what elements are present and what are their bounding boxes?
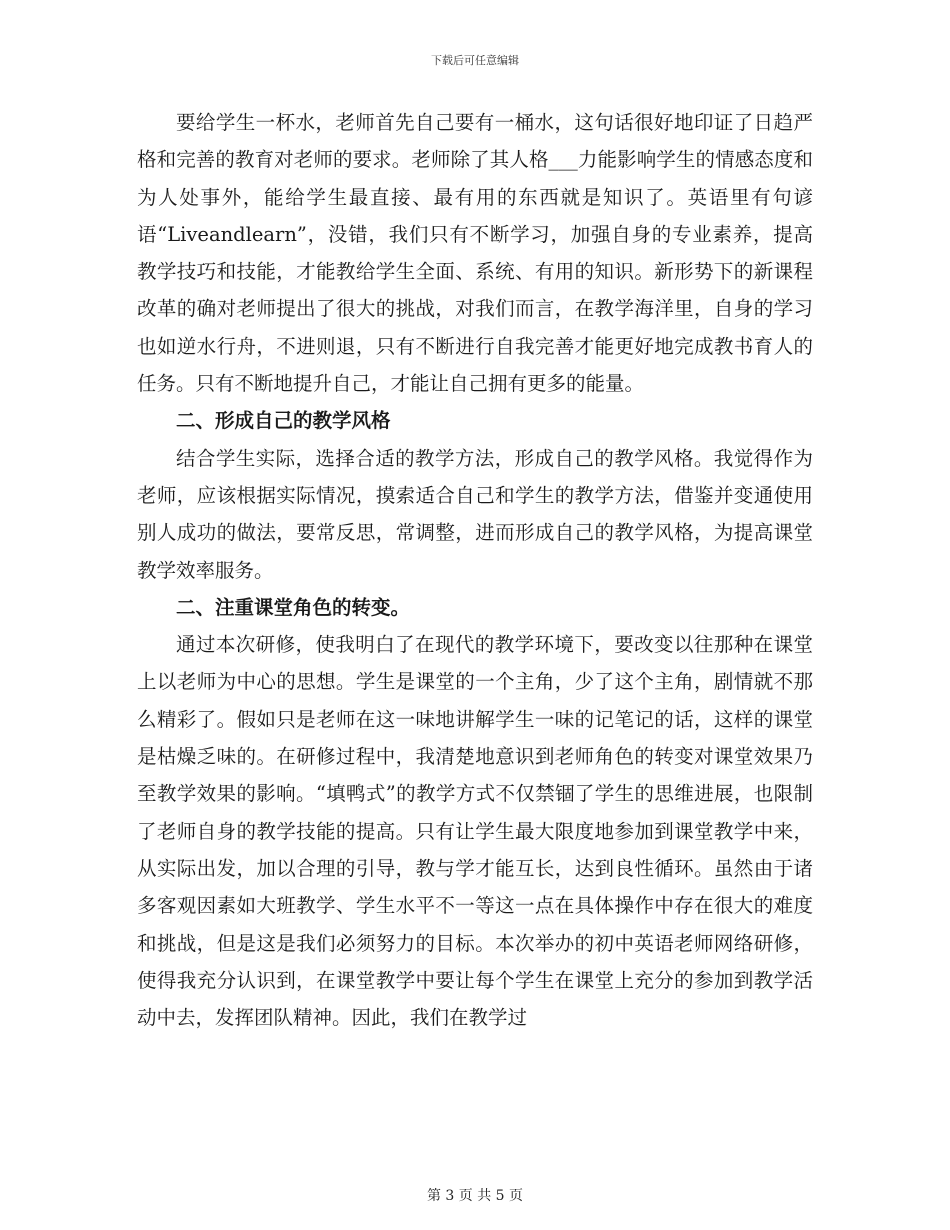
paragraph-teaching-style: 结合学生实际，选择合适的教学方法，形成自己的教学风格。我觉得作为老师，应该根据实际情况，摸索适合自己和学生的教学方法，借鉴并变通使用别人成功的做法，要常反思，常调整，进而形成自己的教学风格，为提高课堂教学效率服务。 xyxy=(137,446,813,582)
document-body xyxy=(137,104,813,1036)
page-number-footer: 第 3 页 共 5 页 xyxy=(426,1188,524,1204)
section-heading-role-change: 二、注重课堂角色的转变。 xyxy=(176,595,411,619)
page-header-note: 下载后可任意编辑 xyxy=(431,54,519,67)
section-heading-teaching-style: 二、形成自己的教学风格 xyxy=(176,409,391,433)
paragraph-role-change: 通过本次研修，使我明白了在现代的教学环境下，要改变以往那种在课堂上以老师为中心的思想。学生是课堂的一个主角，少了这个主角，剧情就不那么精彩了。假如只是老师在这一味地讲解学生一味的记笔记的话，这样的课堂是枯燥乏味的。在研修过程中，我清楚地意识到老师角色的转变对课堂效果乃至教学效果的影响。“填鸭式”的教学方式不仅禁锢了学生的思维进展，也限制了老师自身的教学技能的提高。只有让学生最大限度地参加到课堂教学中来，从实际出发，加以合理的引导，教与学才能互长，达到良性循环。虽然由于诸多客观因素如大班教学、学生水平不一等这一点在具体操作中存在很大的难度和挑战，但是这是我们必须努力的目标。本次举办的初中英语老师网络研修，使得我充分认识到，在课堂教学中要让每个学生在课堂上充分的参加到教学活动中去，发挥团队精神。因此，我们在教学过 xyxy=(137,633,813,1030)
paragraph-teacher-knowledge: 要给学生一杯水，老师首先自己要有一桶水，这句话很好地印证了日趋严格和完善的教育对老师的要求。老师除了其人格___力能影响学生的情感态度和为人处事外，能给学生最直接、最有用的东西就是知识了。英语里有句谚语“Liveandlearn”，没错，我们只有不断学习，加强自身的专业素养，提高教学技巧和技能，才能教给学生全面、系统、有用的知识。新形势下的新课程改革的确对老师提出了很大的挑战，对我们而言，在教学海洋里，自身的学习也如逆水行舟，不进则退，只有不断进行自我完善才能更好地完成教书育人的任务。只有不断地提升自己，才能让自己拥有更多的能量。 xyxy=(137,111,813,396)
